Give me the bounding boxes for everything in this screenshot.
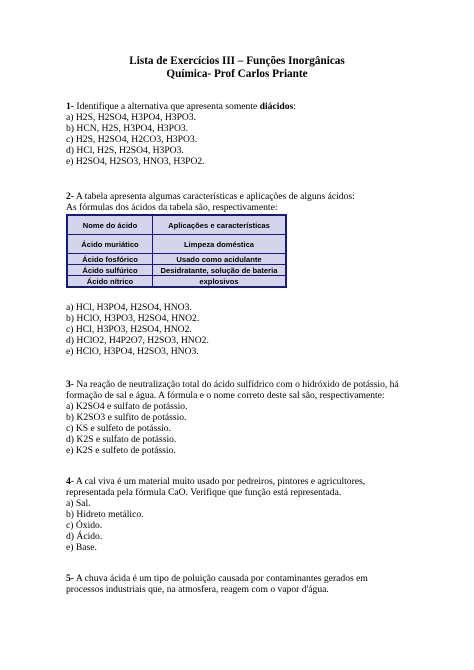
acid-application-cell: Usado como acidulante [153, 254, 287, 265]
question-3-stem-line2: formação de sal e água. A fórmula e o nome correto deste sal são, respectivamente: [66, 390, 385, 401]
question-2-stem-text: A tabela apresenta algumas características e aplicações de alguns ácidos: [74, 191, 355, 202]
document-title: Lista de Exercícios III – Funções Inorgânicas [129, 55, 345, 67]
question-1-option-e: e) H2SO4, H2SO3, HNO3, H3PO2. [66, 156, 205, 167]
question-1-stem-text: Identifique a alternativa que apresenta somente [74, 101, 260, 112]
acid-table-header-applications: Aplicações e características [153, 215, 287, 235]
question-2-option-a: a) HCl, H3PO4, H2SO4, HNO3. [66, 302, 192, 313]
question-2-number: 2- [66, 191, 74, 202]
acid-table-header-name: Nome do ácido [67, 215, 153, 235]
question-3 [66, 379, 426, 456]
question-3-option-a: a) K2SO4 e sulfato de potássio. [66, 401, 188, 412]
table-row [67, 276, 286, 288]
question-5-stem-text: A chuva ácida é um tipo de poluição causada por contaminantes gerados em [74, 573, 368, 584]
question-4-option-d: d) Ácido. [66, 531, 103, 542]
question-1-option-c: c) H2S, H2SO4, H2CO3, H3PO3. [66, 134, 198, 145]
question-4-option-a: a) Sal. [66, 498, 91, 509]
acid-name-cell: Ácido nítrico [67, 276, 153, 288]
question-1-option-a: a) H2S, H2SO4, H3PO4, H3PO3. [66, 112, 197, 123]
question-5-stem-line1 [66, 573, 426, 584]
question-2-option-c: c) HCl, H3PO3, H2SO4, HNO2. [66, 324, 192, 335]
document-subtitle: Química- Prof Carlos Priante [166, 68, 308, 80]
question-4-number: 4- [66, 476, 74, 487]
question-3-number: 3- [66, 379, 74, 390]
question-4-stem-line2: representada pela fórmula CaO. Verifique que função está representada. [66, 487, 342, 498]
acid-table [66, 214, 287, 288]
question-3-option-d: d) K2S e sulfato de potássio. [66, 434, 177, 445]
question-5 [66, 573, 426, 595]
question-4-option-e: e) Base. [66, 542, 97, 553]
question-2-option-e: e) HClO, H3PO4, H2SO3, HNO3. [66, 346, 199, 357]
question-1-stem [66, 101, 426, 112]
question-4 [66, 476, 426, 553]
question-1-option-b: b) HCN, H2S, H3PO4, H3PO3. [66, 123, 189, 134]
question-1-stem-end: : [293, 101, 296, 112]
question-4-option-b: b) Hidreto metálico. [66, 509, 144, 520]
table-row [67, 254, 286, 265]
question-1-number: 1- [66, 101, 74, 112]
question-2-stem-line1 [66, 191, 426, 202]
acid-name-cell: Ácido sulfúrico [67, 265, 153, 276]
question-1-keyword: diácidos [259, 101, 294, 112]
question-2-options [66, 302, 426, 357]
acid-application-cell: Desidratante, solução de bateria [153, 265, 287, 276]
question-2-stem-line2: As fórmulas dos ácidos da tabela são, respectivamente: [66, 202, 278, 213]
acid-name-cell: Ácido fosfórico [67, 254, 153, 265]
question-1 [66, 101, 426, 167]
question-3-option-c: c) KS e sulfeto de potássio. [66, 423, 171, 434]
question-3-stem-text: Na reação de neutralização total do ácido sulfídrico com o hidróxido de potássio, há [74, 379, 399, 390]
question-4-stem-line1 [66, 476, 426, 487]
question-4-option-c: c) Óxido. [66, 520, 103, 531]
question-3-option-b: b) K2SO3 e sulfito de potássio. [66, 412, 187, 423]
acid-name-cell: Ácido muriático [67, 235, 153, 254]
question-3-option-e: e) K2S e sulfeto de potássio. [66, 445, 176, 456]
table-row [67, 235, 286, 254]
question-5-stem-line2: processos industriais que, na atmosfera, reagem com o vapor d'água. [66, 584, 329, 595]
question-1-option-d: d) HCl, H2S, H2SO4, H3PO3. [66, 145, 184, 156]
question-5-number: 5- [66, 573, 74, 584]
acid-table-header [67, 215, 286, 235]
acid-application-cell: explosivos [153, 276, 287, 288]
question-2 [66, 191, 426, 213]
acid-application-cell: Limpeza doméstica [153, 235, 287, 254]
question-3-stem-line1 [66, 379, 426, 390]
question-4-stem-text: A cal viva é um material muito usado por pedreiros, pintores e agricultores, [74, 476, 366, 487]
question-2-option-d: d) HClO2, H4P2O7, H2SO3, HNO2. [66, 335, 209, 346]
table-row [67, 265, 286, 276]
question-2-option-b: b) HClO, H3PO3, H2SO4, HNO2. [66, 313, 200, 324]
